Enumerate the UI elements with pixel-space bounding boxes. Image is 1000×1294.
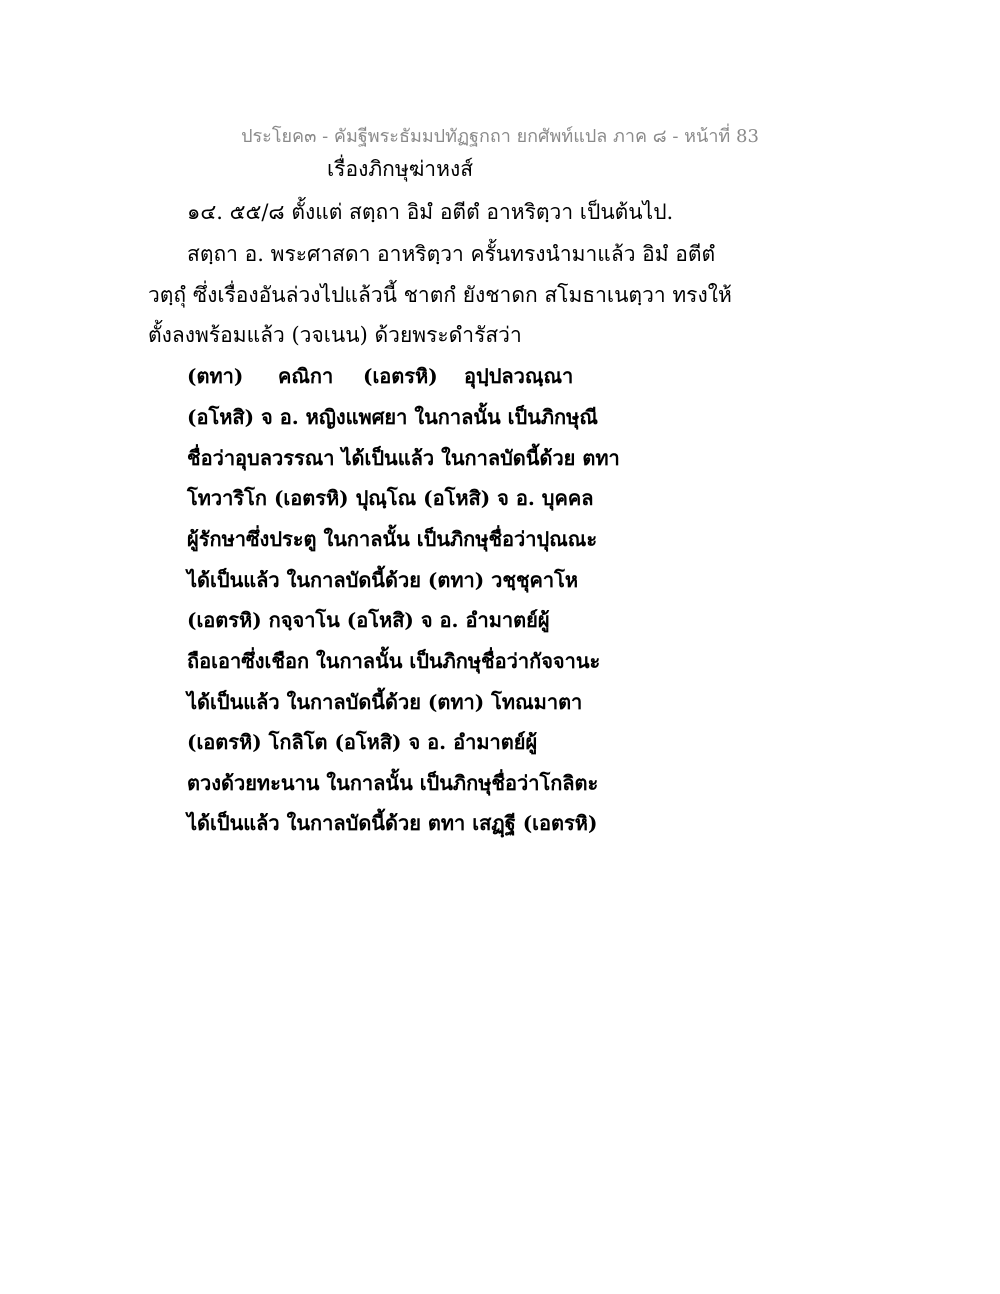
verse-word: คณิกา [278, 364, 334, 388]
page-header: ประโยค๓ - คัมฐีพระธัมมปทัฏฐกถา ยกศัพท์แปล ภาค ๘ - หน้าที่ 83 [241, 126, 759, 147]
verse-line-3: ชื่อว่าอุบลวรรณา ได้เป็นแล้ว ในกาลบัดนี้ด้วย ตทา [187, 446, 620, 470]
verse-line-10: (เอตรหิ) โกลิโต (อโหสิ) จ อ. อำมาตย์ผู้ [187, 730, 538, 754]
verse-line-5: ผู้รักษาซึ่งประตู ในกาลนั้น เป็นภิกษุชื่อว่าปุณณะ [187, 527, 598, 551]
verse-line-6: ได้เป็นแล้ว ในกาลบัดนี้ด้วย (ตทา) วชฺชุคาโห [187, 568, 579, 592]
verse-line-12: ได้เป็นแล้ว ในกาลบัดนี้ด้วย ตทา เสฏฺฐี (เอตรหิ) [187, 811, 598, 835]
verse-line-2: (อโหสิ) จ อ. หญิงแพศยา ในกาลนั้น เป็นภิกษุณี [187, 405, 598, 429]
verse-word: (เอตรหิ) [363, 364, 438, 388]
verse-word: อุปฺปลวณฺณา [464, 364, 574, 388]
verse-line-11: ตวงด้วยทะนาน ในกาลนั้น เป็นภิกษุชื่อว่าโกลิตะ [187, 771, 599, 795]
verse-word: (ตทา) [187, 364, 244, 388]
verse-line-1 [187, 362, 573, 390]
intro-line-2: สตฺถา อ. พระศาสดา อาหริตฺวา ครั้นทรงนำมาแล้ว อิมํ อตีตํ [187, 242, 716, 266]
story-title: เรื่องภิกษุฆ่าหงส์ [327, 157, 474, 181]
intro-line-1: ๑๔. ๕๕/๘ ตั้งแต่ สตฺถา อิมํ อตีตํ อาหริตฺวา เป็นต้นไป. [187, 200, 674, 224]
intro-line-4: ตั้งลงพร้อมแล้ว (วจเนน) ด้วยพระดำรัสว่า [148, 323, 522, 347]
verse-line-9: ได้เป็นแล้ว ในกาลบัดนี้ด้วย (ตทา) โทณมาตา [187, 690, 583, 714]
verse-line-4: โทวาริโก (เอตรหิ) ปุณฺโณ (อโหสิ) จ อ. บุคคล [187, 486, 594, 510]
verse-line-8: ถือเอาซึ่งเชือก ในกาลนั้น เป็นภิกษุชื่อว่ากัจจานะ [187, 649, 601, 673]
intro-line-3: วตฺถุํ ซึ่งเรื่องอันล่วงไปแล้วนี้ ชาตกํ ยังชาดก สโมธาเนตฺวา ทรงให้ [148, 283, 732, 307]
verse-line-7: (เอตรหิ) กจฺจาโน (อโหสิ) จ อ. อำมาตย์ผู้ [187, 608, 550, 632]
